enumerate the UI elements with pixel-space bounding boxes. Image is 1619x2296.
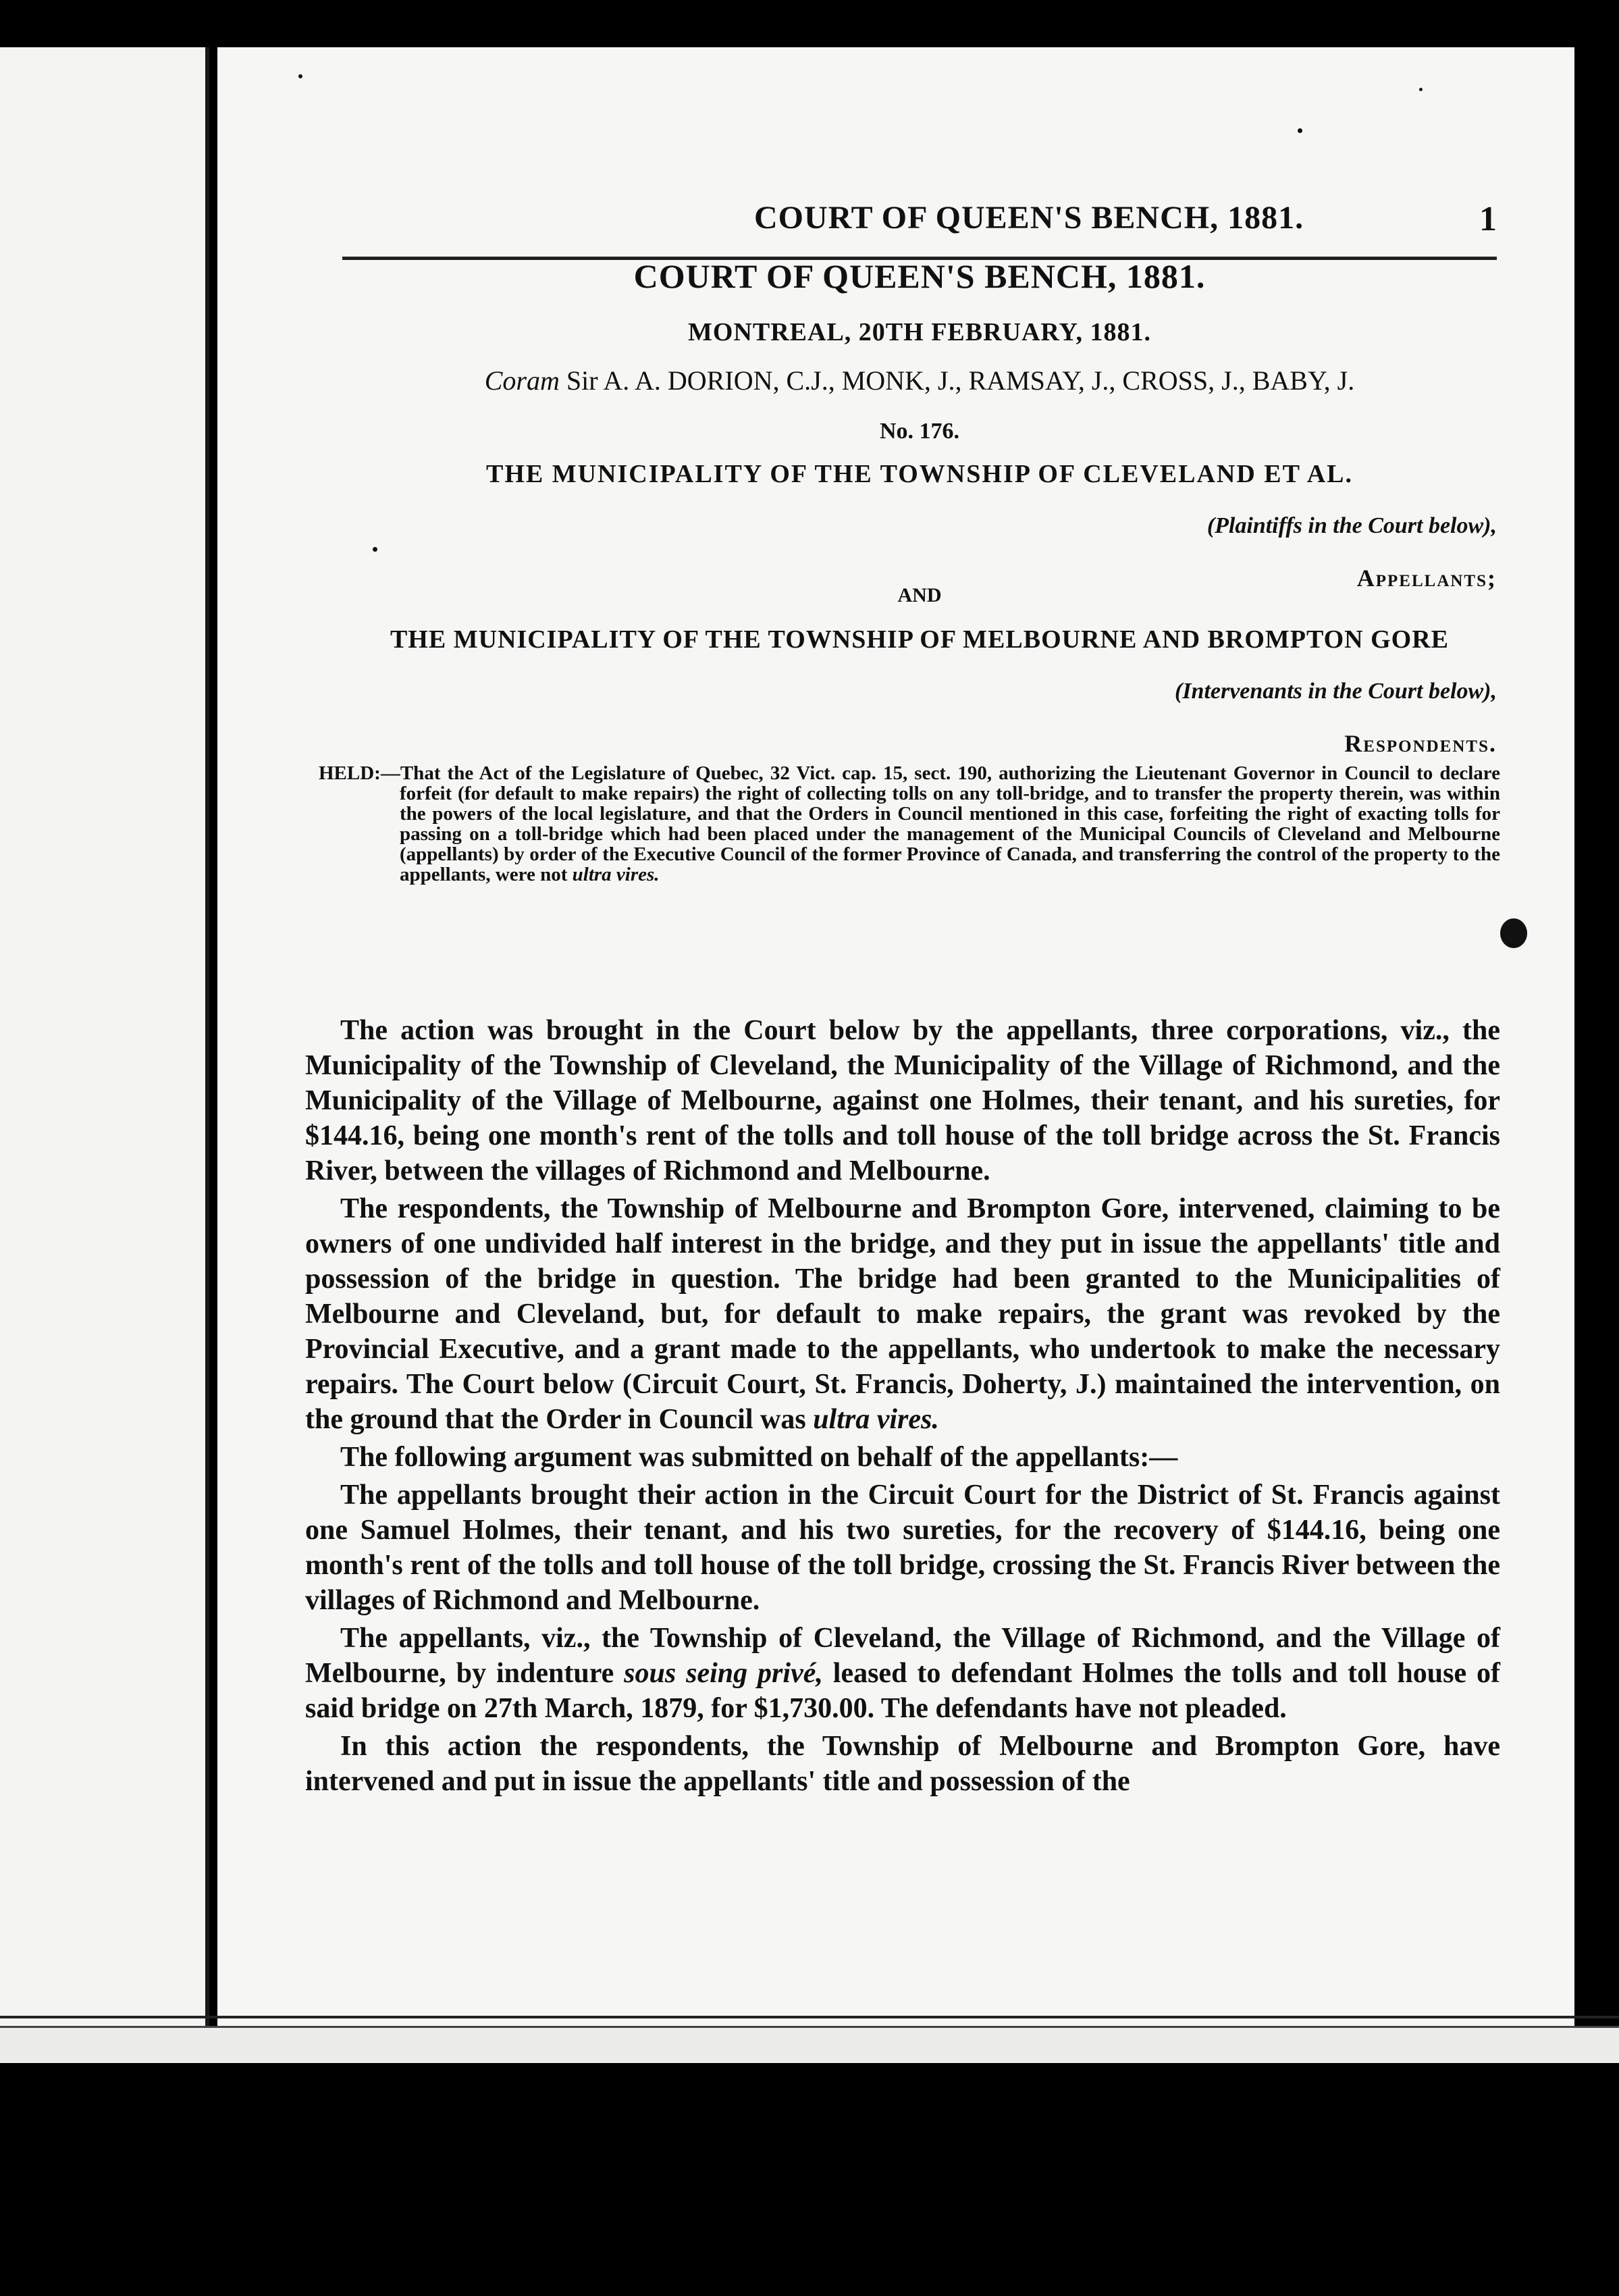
facing-page-margin (0, 47, 209, 2063)
date-line: MONTREAL, 20TH FEBRUARY, 1881. (688, 318, 1151, 346)
paragraph: The following argument was submitted on behalf of the appellants:— (340, 1442, 1178, 1473)
paragraph: In this action the respondents, the Township of Melbourne and Brompton Gore, have intervened and put in issue the appellants' title and possession of the (305, 1731, 1500, 1797)
paragraph-text: leased to defendant Holmes the tolls and toll house of said bridge on 27th March, 1879, for $1,730.00. The defendants have not pleaded. (305, 1658, 1501, 1724)
scan-speck (373, 547, 377, 552)
coram-judges: Sir A. A. DORION, C.J., MONK, J., RAMSAY, J., CROSS, J., BABY, J. (566, 365, 1355, 396)
scan-speck (1419, 88, 1423, 91)
paragraph (305, 1621, 1500, 1726)
and-separator: AND (897, 584, 942, 606)
document-page (217, 47, 1574, 2063)
party-respondents: THE MUNICIPALITY OF THE TOWNSHIP OF MELBOURNE AND BROMPTON GORE (390, 625, 1450, 654)
party-two-role: (Intervenants in the Court below), (1174, 679, 1497, 704)
bottom-border-rule (0, 2016, 1619, 2018)
bottom-margin-strip (0, 2028, 1619, 2063)
running-title: COURT OF QUEEN'S BENCH, 1881. (754, 200, 1304, 236)
appellants-label: Appellants; (1356, 565, 1497, 592)
held-lead: HELD:— (319, 762, 400, 784)
page-number: 1 (1479, 200, 1497, 238)
party-appellants: THE MUNICIPALITY OF THE TOWNSHIP OF CLEVELAND ET AL. (485, 460, 1353, 488)
court-title: COURT OF QUEEN'S BENCH, 1881. (633, 257, 1206, 295)
case-number: No. 176. (879, 419, 960, 444)
held-italic-tail: ultra vires. (572, 864, 660, 885)
held-text: That the Act of the Legislature of Quebec, 32 Vict. cap. 15, sect. 190, authorizing the Lieutenant Governor in Council to declare forfeit (for default to make repairs) the right of collecting tolls on any toll-bridge, and to transfer the property therein, was within the powers of the local legislature, and that the Orders in Council mentioned in this case, forfeiting the right of exacting tolls for passing on a toll-bridge which had been placed under the management of the Municipal Councils of Cleveland and Melbourne (appellants) by order of the Executive Council of the former Province of Canada, and transferring the control of the property to the appellants, were not (400, 762, 1500, 885)
scan-speck (1298, 128, 1302, 133)
paragraph-italic: ultra vires. (813, 1404, 939, 1435)
scan-ink-blot (1500, 918, 1527, 948)
paragraph-text: The respondents, the Township of Melbourne and Brompton Gore, intervened, claiming to be owners of one undivided half interest in the bridge, and they put in issue the appellants' title and possession of the bridge in question. The bridge had been granted to the Municipalities of Melbourne and Cleveland, but, for default to make repairs, the grant was revoked by the Provincial Executive, and a grant made to the appellants, who undertook to make the necessary repairs. The Court below (Circuit Court, St. Francis, Doherty, J.) maintained the intervention, on the ground that the Order in Council was (305, 1193, 1500, 1435)
headnote-held (319, 763, 1500, 885)
party-one-role: (Plaintiffs in the Court below), (1206, 513, 1497, 538)
paragraph (305, 1191, 1500, 1437)
coram-line (342, 365, 1497, 396)
opinion-body (305, 1013, 1500, 1802)
page-gutter-edge (205, 47, 209, 2063)
respondents-label: Respondents. (1344, 730, 1497, 757)
paragraph: The action was brought in the Court below by the appellants, three corporations, viz., the Municipality of the Township of Cleveland, the Municipality of the Village of Richmond, and the Municipality of the Village of Melbourne, against one Holmes, their tenant, and his sureties, for $144.16, being one month's rent of the tolls and toll house of the toll bridge across the St. Francis River, between the villages of Richmond and Melbourne. (305, 1015, 1500, 1186)
paragraph-italic: sous seing privé, (624, 1658, 823, 1689)
coram-prefix: Coram (484, 365, 560, 396)
paragraph: The appellants brought their action in the Circuit Court for the District of St. Francis against one Samuel Holmes, their tenant, and his two sureties, for the recovery of $144.16, being one month's rent of the tolls and toll house of the toll bridge, crossing the St. Francis River between the villages of Richmond and Melbourne. (305, 1480, 1500, 1616)
paragraph-text: The appellants, viz., the Township of Cleveland, the Village of Richmond, and the Village of Melbourne, by indenture (305, 1623, 1500, 1689)
scan-speck (298, 74, 302, 78)
